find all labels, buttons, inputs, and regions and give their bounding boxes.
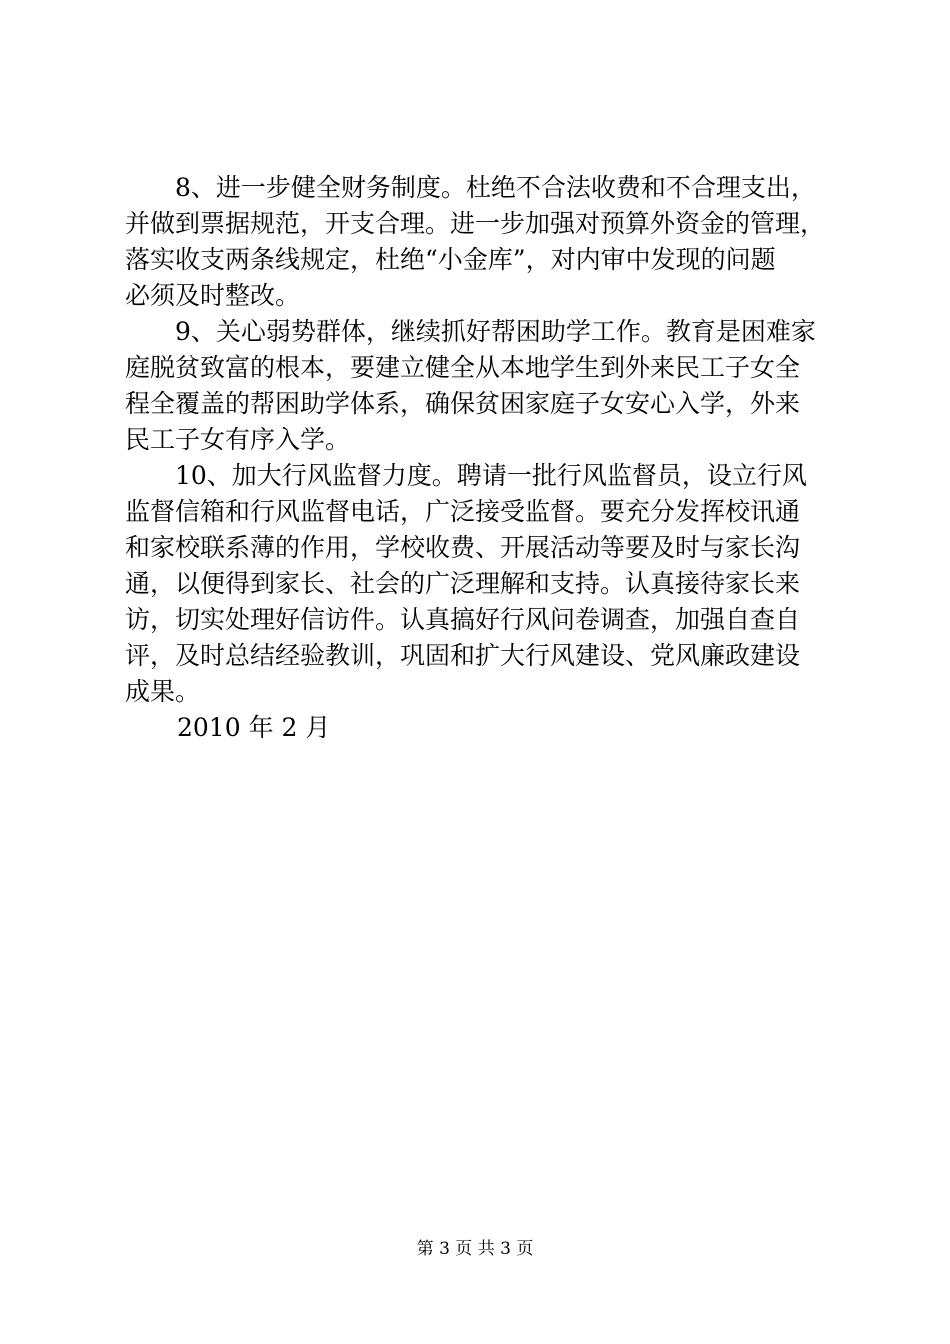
paragraph-line: 程全覆盖的帮困助学体系，确保贫困家庭子女安心入学，外来	[125, 389, 801, 418]
paragraph-line: 必须及时整改。	[125, 281, 301, 310]
paragraph-line: 8、进一步健全财务制度。杜绝不合法收费和不合理支出，	[175, 173, 816, 202]
paragraph-line: 访，切实处理好信访件。认真搞好行风问卷调查，加强自查自	[125, 605, 801, 634]
paragraph-item-10	[125, 458, 825, 710]
paragraph-item-8	[125, 170, 825, 314]
paragraph-line: 监督信箱和行风监督电话，广泛接受监督。要充分发挥校讯通	[125, 497, 801, 526]
paragraph-line: 和家校联系薄的作用，学校收费、开展活动等要及时与家长沟	[125, 533, 801, 562]
paragraph-line: 民工子女有序入学。	[125, 425, 351, 454]
document-body	[125, 170, 825, 746]
paragraph-line: 落实收支两条线规定，杜绝“小金库”，对内审中发现的问题	[125, 245, 776, 274]
paragraph-line: 10、加大行风监督力度。聘请一批行风监督员，设立行风	[175, 461, 807, 490]
document-date: 2010 年 2 月	[177, 713, 331, 742]
paragraph-item-9	[125, 314, 825, 458]
page-footer: 第 3 页 共 3 页	[416, 1239, 534, 1259]
paragraph-line: 通，以便得到家长、社会的广泛理解和支持。认真接待家长来	[125, 569, 801, 598]
paragraph-line: 并做到票据规范，开支合理。进一步加强对预算外资金的管理，	[125, 209, 826, 238]
paragraph-line: 庭脱贫致富的根本，要建立健全从本地学生到外来民工子女全	[125, 353, 801, 382]
paragraph-line: 9、关心弱势群体，继续抓好帮困助学工作。教育是困难家	[175, 317, 816, 346]
paragraph-line: 成果。	[125, 677, 201, 706]
paragraph-line: 评，及时总结经验教训，巩固和扩大行风建设、党风廉政建设	[125, 641, 801, 670]
